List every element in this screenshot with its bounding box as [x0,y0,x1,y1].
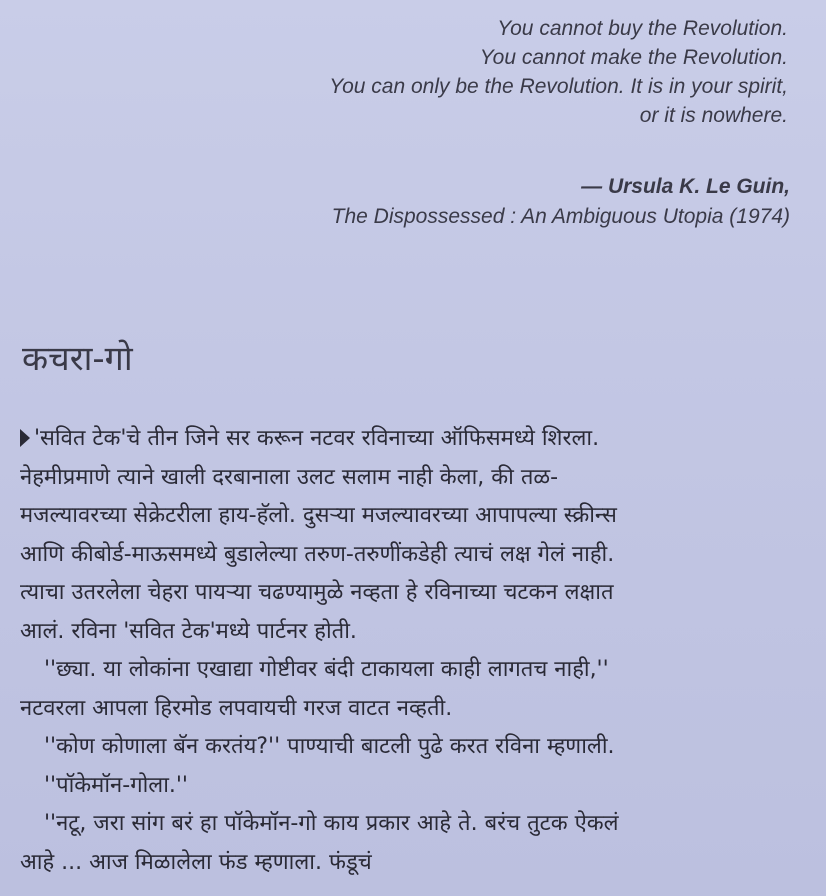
epigraph-quote [228,14,788,130]
body-line: नेहमीप्रमाणे त्याने खाली दरबानाला उलट सलाम नाही केला, की तळ- [20,464,559,490]
body-line: आलं. रविना 'सवित टेक'मध्ये पार्टनर होती. [20,618,357,644]
body-line: त्याचा उतरलेला चेहरा पायऱ्या चढण्यामुळे नव्हता हे रविनाच्या चटकन लक्षात [20,580,614,605]
epigraph-author: — Ursula K. Le Guin, [581,175,790,198]
epigraph-line: You cannot make the Revolution. [479,46,788,69]
epigraph-line: You cannot buy the Revolution. [497,17,788,40]
paragraph-marker-icon [20,429,30,447]
chapter-title: कचरा-गो [22,339,133,379]
body-line: 'सवित टेक'चे तीन जिने सर करून नटवर रविनाच्या ऑफिसमध्ये शिरला. [34,426,600,451]
epigraph-attribution [190,172,790,232]
body-line: नटवरला आपला हिरमोड लपवायची गरज वाटत नव्हती. [20,695,453,721]
epigraph-source: The Dispossessed : An Ambiguous Utopia (1974) [331,205,790,228]
body-line: मजल्यावरच्या सेक्रेटरीला हाय-हॅलो. दुसऱ्या मजल्यावरच्या आपापल्या स्क्रीन्स [20,503,617,528]
body-line: ''कोण कोणाला बॅन करतंय?'' पाण्याची बाटली पुढे करत रविना म्हणाली. [44,734,615,759]
body-line: ''पॉकेमॉन-गोला.'' [44,772,188,798]
body-line-first [20,420,792,459]
epigraph-line: You can only be the Revolution. It is in your spirit, [329,75,788,98]
body-line: ''छ्या. या लोकांना एखाद्या गोष्टीवर बंदी टाकायला काही लागतच नाही,'' [44,657,609,682]
body-line: आहे ... आज मिळालेला फंड म्हणाला. फंडूचं [20,849,372,875]
body-paragraphs [20,420,792,882]
epigraph-line: or it is nowhere. [639,104,788,127]
body-line: ''नटू, जरा सांग बरं हा पॉकेमॉन-गो काय प्रकार आहे ते. बरंच तुटक ऐकलं [44,811,619,836]
body-line: आणि कीबोर्ड-माऊसमध्ये बुडालेल्या तरुण-तरुणींकडेही त्याचं लक्ष गेलं नाही. [20,541,615,567]
